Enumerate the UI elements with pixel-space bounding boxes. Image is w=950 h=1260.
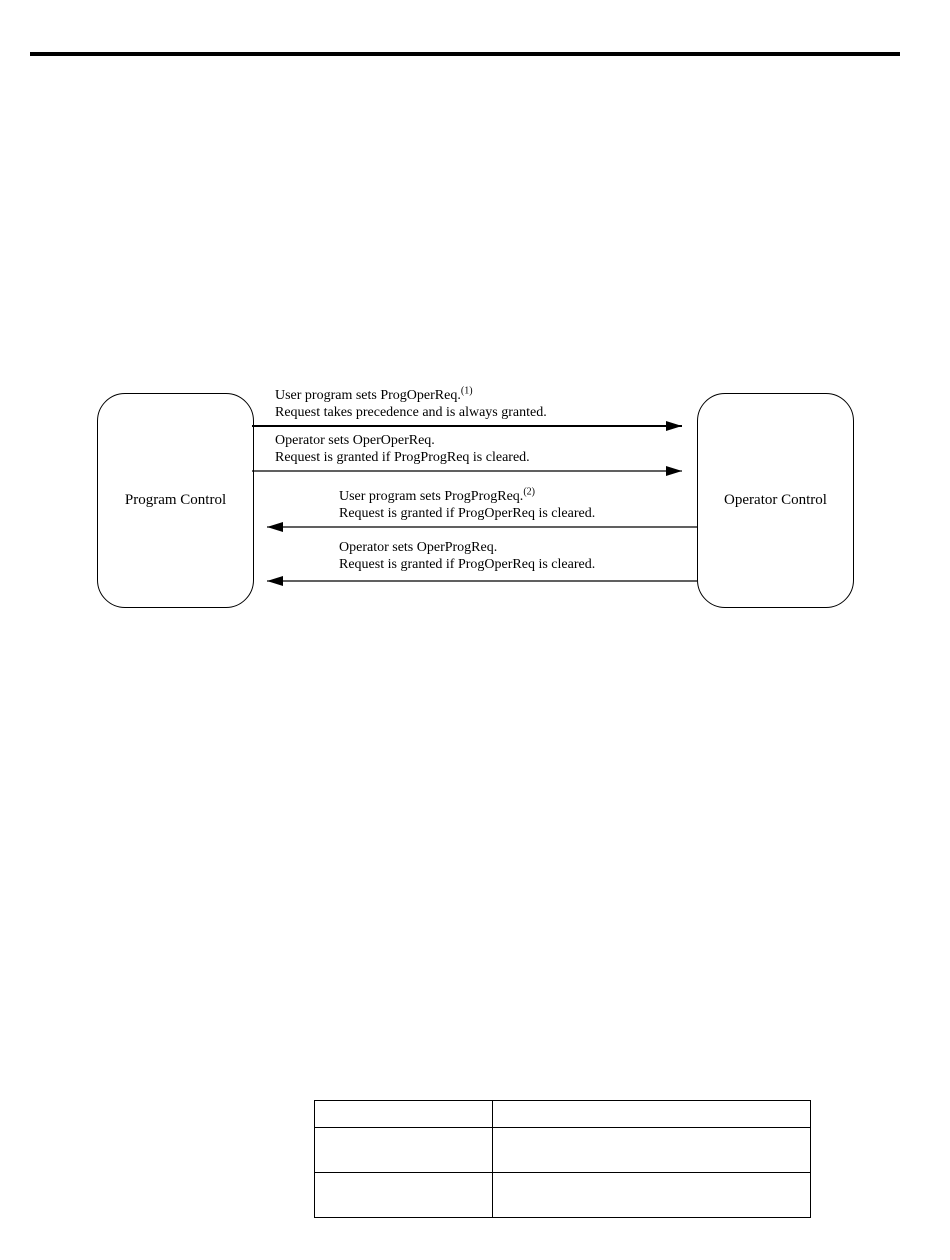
transition-label-3 xyxy=(339,488,595,522)
table-cell xyxy=(493,1173,811,1218)
table-row xyxy=(315,1128,811,1173)
transition-label-1 xyxy=(275,387,547,421)
transition-4-line2: Request is granted if ProgOperReq is cleared. xyxy=(339,557,596,572)
transition-1-line1: User program sets ProgOperReq. xyxy=(275,388,461,403)
table-cell xyxy=(315,1128,493,1173)
table-cell xyxy=(315,1173,493,1218)
transition-4-line1: Operator sets OperProgReq. xyxy=(339,540,498,555)
transition-3-line2: Request is granted if ProgOperReq is cleared. xyxy=(339,506,596,521)
operator-control-label: Operator Control xyxy=(724,492,827,508)
table-row xyxy=(315,1101,811,1128)
transition-1-line2: Request takes precedence and is always granted. xyxy=(275,405,547,420)
blank-table xyxy=(314,1100,811,1218)
table-cell xyxy=(315,1101,493,1128)
footnote-marker-1: (1) xyxy=(460,385,473,397)
table-row xyxy=(315,1173,811,1218)
program-control-label: Program Control xyxy=(124,492,227,508)
table-cell xyxy=(493,1128,811,1173)
footnote-marker-2: (2) xyxy=(523,486,535,498)
transition-2-line1: Operator sets OperOperReq. xyxy=(275,433,435,448)
transition-3-line1: User program sets ProgProgReq. xyxy=(339,489,524,504)
transition-label-2 xyxy=(275,432,530,466)
transition-label-4 xyxy=(339,539,595,573)
transition-2-line2: Request is granted if ProgProgReq is cleared. xyxy=(275,450,530,465)
table-cell xyxy=(493,1101,811,1128)
